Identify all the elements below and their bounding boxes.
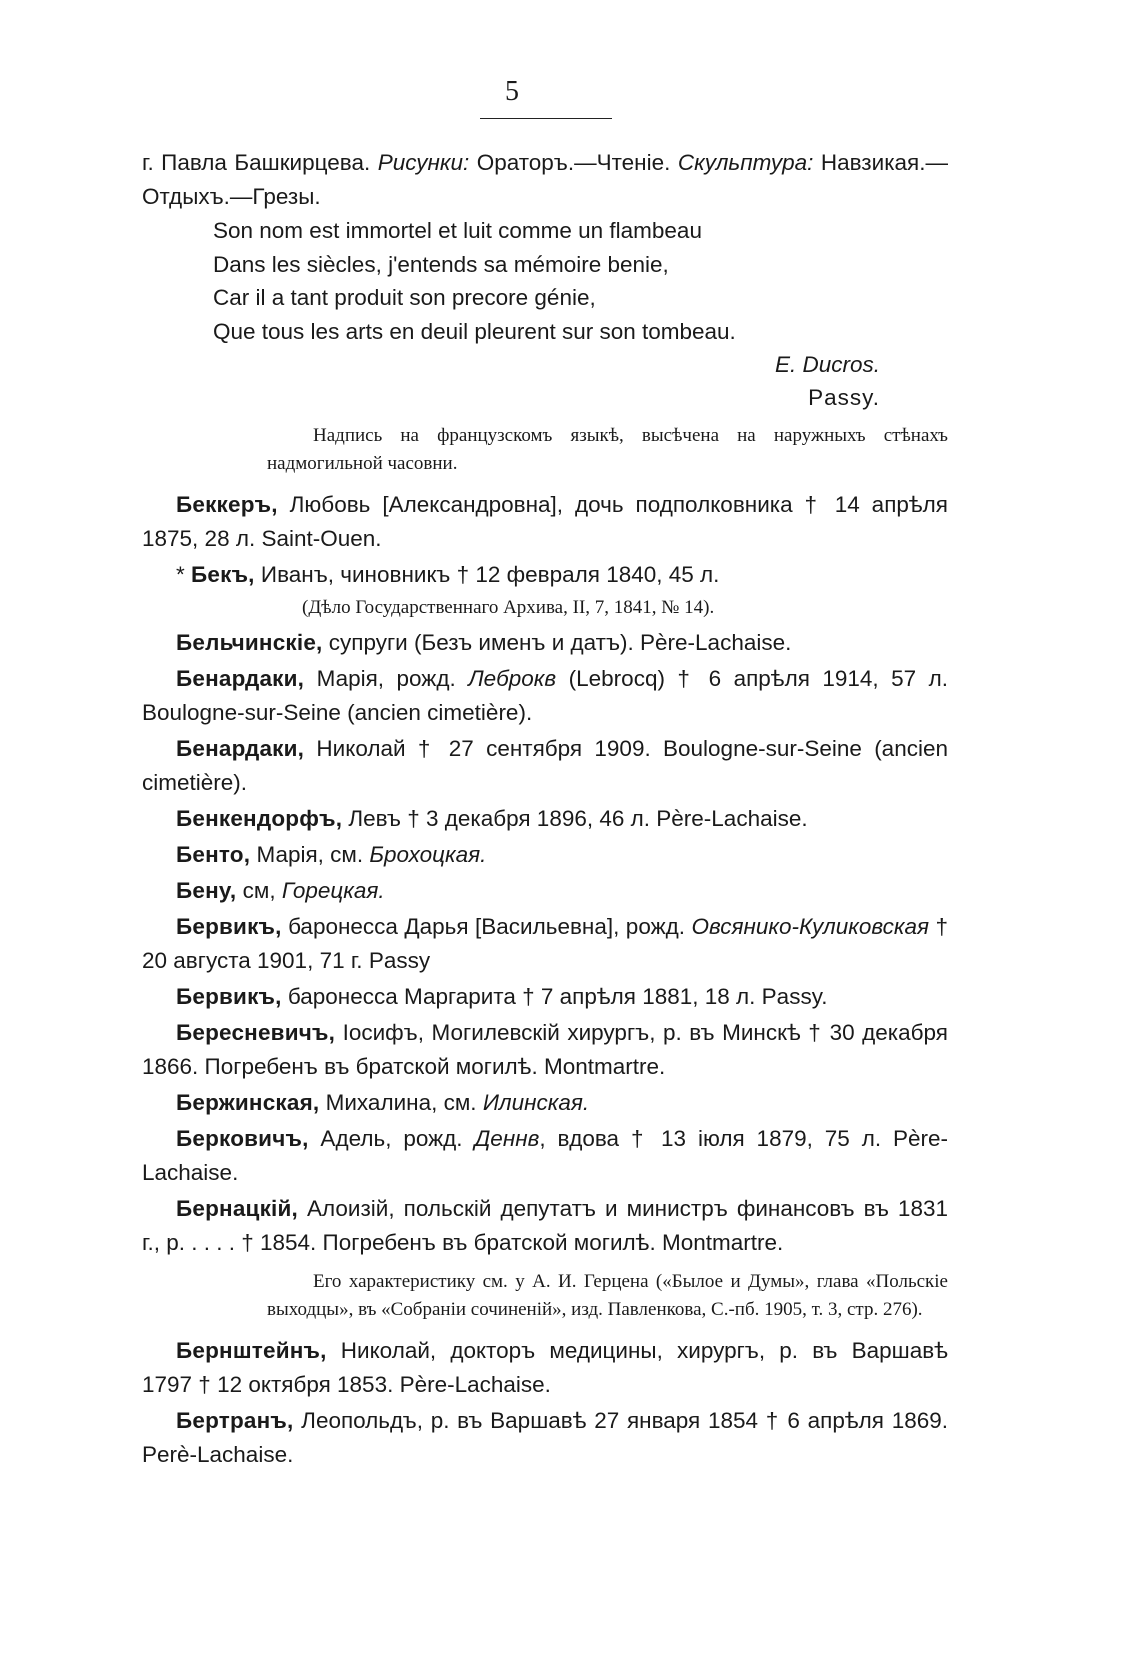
- entry-name: Бертранъ,: [176, 1408, 294, 1433]
- drawings-list: Ораторъ.—Чтеніе.: [476, 150, 671, 175]
- entry-bek: [142, 558, 948, 592]
- entry-bernshtein: [142, 1334, 948, 1402]
- entry-bernatsky: [142, 1192, 948, 1260]
- entry-italic-name: Деннв: [474, 1126, 540, 1151]
- entry-name: Бенардаки,: [176, 736, 305, 761]
- verse-author: E. Ducros.: [774, 352, 880, 377]
- entry-text: см,: [236, 878, 282, 903]
- entry-belchinskie: [142, 626, 948, 660]
- entry-benardaki-nikolai: [142, 732, 948, 800]
- entry-italic-name: Овсянико-Куликовская: [691, 914, 930, 939]
- entry-name: Беккеръ,: [176, 492, 278, 517]
- verse-line: Son nom est immortel et luit comme un flambeau: [213, 218, 702, 243]
- entry-name: Бену,: [176, 878, 237, 903]
- entry-name: Бервикъ,: [176, 914, 282, 939]
- entry-text: † 20 августа 1901, 71 г. Passy: [142, 914, 948, 973]
- entry-name: Бернштейнъ,: [176, 1338, 327, 1363]
- entry-text: супруги (Безъ именъ и датъ). Père-Lachaise.: [322, 630, 792, 655]
- entry-text: Николай, докторъ медицины, хирургъ, р. въ Варшавѣ 1797 † 12 октября 1853. Père-Lachaise.: [142, 1338, 948, 1397]
- entry-name: Бенкендорфъ,: [176, 806, 343, 831]
- entry-bekker: [142, 488, 948, 556]
- entry-name: Бельчинскіе,: [176, 630, 323, 655]
- intro-lead: г. Павла Башкирцева.: [142, 150, 371, 175]
- entry-text: Адель, рожд.: [308, 1126, 475, 1151]
- entry-marker: *: [176, 562, 185, 587]
- entry-benu: [142, 874, 948, 908]
- entry-benkendorf: [142, 802, 948, 836]
- entry-name: Бекъ,: [191, 562, 255, 587]
- sculpture-list: Навзикая.—Отдыхъ.—Грезы.: [142, 150, 948, 209]
- entry-italic-name: Брохоцкая.: [369, 842, 487, 867]
- entry-text: Алоизій, польскій депутатъ и министръ финансовъ въ 1831 г., р. . . . . † 1854. Погребенъ въ братской могилѣ. Montmartre.: [142, 1196, 948, 1255]
- archive-reference: (Дѣло Государственнаго Архива, II, 7, 1841, № 14).: [302, 597, 715, 618]
- entry-italic-name: Илинская.: [482, 1090, 590, 1115]
- entry-text: баронесса Дарья [Васильевна], рожд.: [281, 914, 692, 939]
- epitaph-verse: [213, 214, 948, 348]
- verse-line: Que tous les arts en deuil pleurent sur son tombeau.: [213, 318, 736, 344]
- drawings-label: Рисунки:: [377, 150, 470, 175]
- intro-paragraph: [142, 146, 948, 214]
- entry-name: Бернацкій,: [176, 1196, 298, 1221]
- page-number: 5: [505, 76, 519, 107]
- entry-text: Левъ † 3 декабря 1896, 46 л. Père-Lachaise.: [342, 806, 808, 831]
- entry-berkovich: [142, 1122, 948, 1190]
- page-number-rule: [480, 118, 612, 119]
- entry-italic-name: Горецкая.: [281, 878, 385, 903]
- verse-line: Dans les siècles, j'entends sa mémoire benie,: [213, 251, 669, 277]
- verse-place: Passy.: [808, 385, 880, 410]
- entry-text: Леопольдъ, р. въ Варшавѣ 27 января 1854 † 6 апрѣля 1869. Perè-Lachaise.: [142, 1408, 948, 1467]
- page-body: [142, 146, 948, 1474]
- entry-text: Марія, рожд.: [304, 666, 469, 691]
- entry-text: , вдова † 13 іюля 1879, 75 л. Père-Lachaise.: [142, 1126, 949, 1185]
- entry-text: Иванъ, чиновникъ † 12 февраля 1840, 45 л.: [254, 562, 720, 587]
- entry-bervik-darya: [142, 910, 948, 978]
- entry-text: Іосифъ, Могилевскій хирургъ, р. въ Минскѣ † 30 декабря 1866. Погребенъ въ братской могилѣ. Montmartre.: [142, 1020, 948, 1079]
- verse-line: Car il a tant produit son precore génie,: [213, 285, 596, 310]
- entry-name: Бересневичъ,: [176, 1020, 336, 1045]
- entry-beresnevich: [142, 1016, 948, 1084]
- entry-text: Михалина, см.: [319, 1090, 483, 1115]
- entry-italic-name: Леброкв: [468, 666, 557, 691]
- entry-berzhinskaya: [142, 1086, 948, 1120]
- entry-name: Бервикъ,: [176, 984, 282, 1009]
- entry-text: Марія, см.: [250, 842, 370, 867]
- entry-text: (Lebrocq) † 6 апрѣля 1914, 57 л. Boulogne-sur-Seine (ancien cimetière).: [142, 666, 948, 725]
- entry-bento: [142, 838, 948, 872]
- entry-bervik-margarita: [142, 980, 948, 1014]
- entry-bertran: [142, 1404, 948, 1472]
- entry-name: Бенардаки,: [176, 666, 305, 691]
- entry-text: баронесса Маргарита † 7 апрѣля 1881, 18 л. Passy.: [281, 984, 828, 1009]
- entry-text: Николай † 27 сентября 1909. Boulogne-sur-Seine (ancien cimetière).: [142, 736, 948, 795]
- entry-name: Берковичъ,: [176, 1126, 309, 1151]
- sculpture-label: Скульптура:: [677, 150, 814, 175]
- entry-text: Любовь [Александровна], дочь подполковника † 14 апрѣля 1875, 28 л. Saint-Ouen.: [142, 492, 948, 551]
- entry-name: Бержинская,: [176, 1090, 320, 1115]
- inscription-note: Надпись на французскомъ языкѣ, высѣчена на наружныхъ стѣнахъ надмогильной часовни.: [267, 425, 948, 474]
- entry-benardaki-maria: [142, 662, 948, 730]
- herzen-note: Его характеристику см. у А. И. Герцена («Былое и Думы», глава «Польскіе выходцы», въ «Собраніи сочиненій», изд. Павленкова, С.-пб. 1905, т. 3, стр. 276).: [267, 1271, 948, 1320]
- entry-name: Бенто,: [176, 842, 251, 867]
